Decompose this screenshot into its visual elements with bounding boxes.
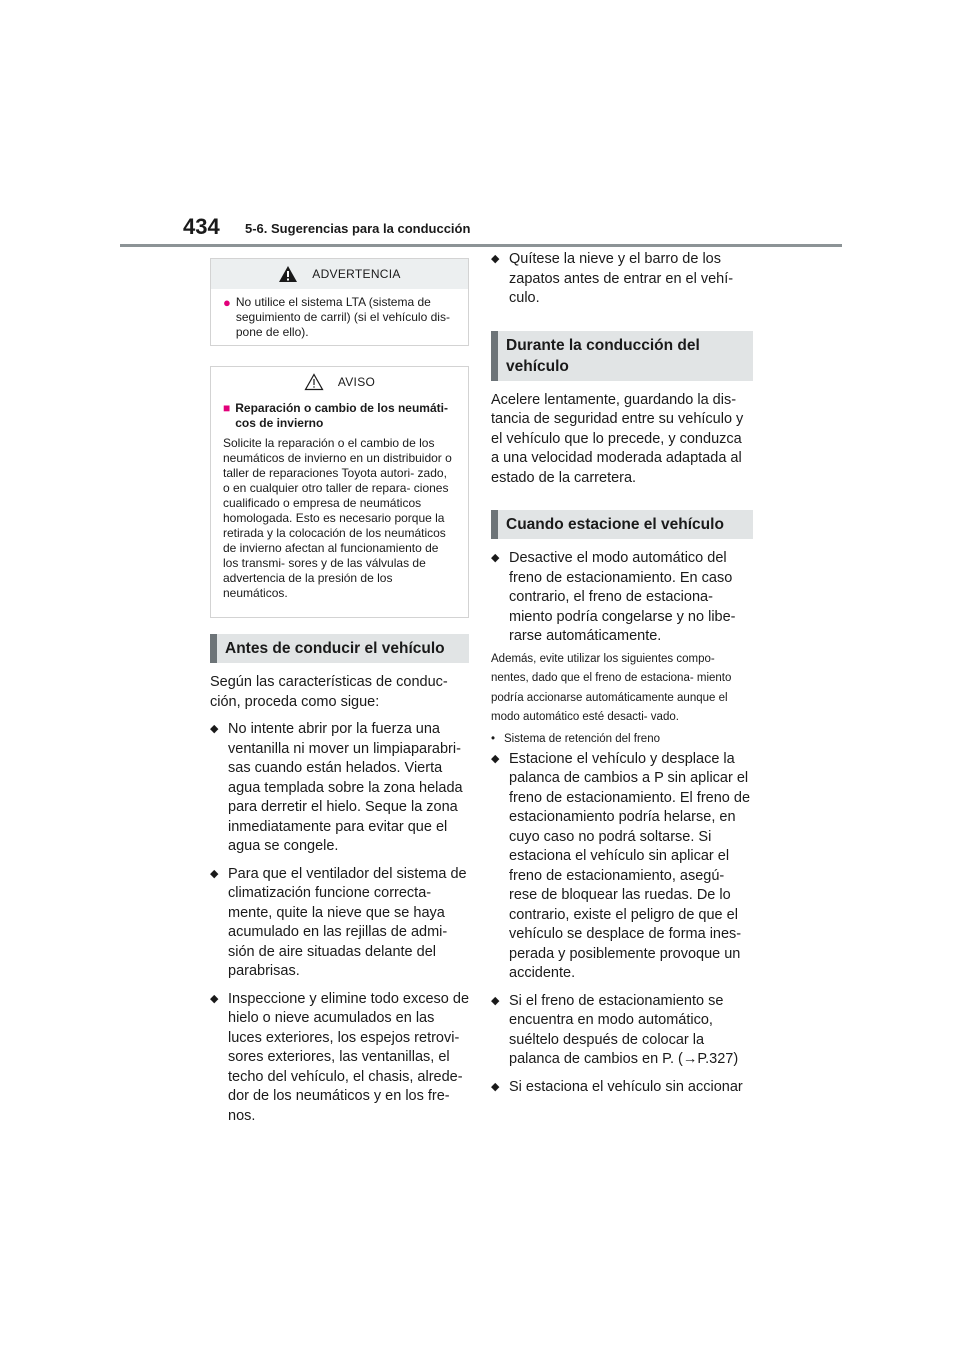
heading-before-driving: Antes de conducir el vehículo: [210, 634, 469, 663]
warning-item-text: No utilice el sistema LTA (sistema de seguimiento de carril) (si el vehículo dis- pone de ello).: [235, 295, 450, 339]
right-column: [491, 250, 753, 1097]
during-driving-text: Acelere lentamente, guardando la dis- tancia de seguridad entre su vehículo y el vehículo que lo precede, y conduzca a una velocidad moderada adaptada al estado de la carretera.: [491, 391, 744, 486]
list-item: [491, 750, 753, 984]
list-item-text: Para que el ventilador del sistema de climatización funcione correcta- mente, quite la nieve que se haya acumulado en las rejillas de admi- sión de aire situadas delante del parabrisas.: [228, 865, 467, 979]
list-item: [491, 1078, 753, 1098]
list-item-text: Desactive el modo automático del freno de estacionamiento. En caso contrario, el freno de estaciona- miento podría congelarse y no libe- rarse automáticamente.: [509, 550, 736, 644]
list-item-text: Si el freno de estacionamiento se encuentra en modo automático, suéltelo después de colocar la palanca de cambios en P. (→P.327): [509, 992, 739, 1067]
list-item: [491, 549, 753, 647]
notice-title: AVISO: [337, 375, 376, 389]
left-column: [210, 258, 469, 1126]
list-item-text: Inspeccione y elimine todo exceso de hielo o nieve acumulados en las luces exteriores, los espejos retrovi- sores exteriores, las ventanillas, el techo del vehículo, el chasis, alrede- dor de los neumáticos y en los fre- nos.: [228, 990, 470, 1124]
before-driving-intro: Según las características de conduc- ción, proceda como sigue:: [210, 674, 448, 710]
diamond-bullet-icon: ◆: [210, 723, 219, 735]
heading-parking: Cuando estacione el vehículo: [491, 510, 753, 539]
list-item: [210, 720, 469, 857]
diamond-bullet-icon: ◆: [491, 994, 500, 1007]
list-item-text: No intente abrir por la fuerza una ventanilla ni mover un limpiaparabri- sas cuando están helados. Vierta agua templada sobre la zona helada para derretir el hielo. Seque la zona inmediatamente para evitar que el agua se congele.: [228, 721, 463, 854]
notice-header: [211, 367, 468, 397]
list-item-text: Si estaciona el vehículo sin accionar: [509, 1078, 743, 1095]
diamond-bullet-icon: ◆: [491, 552, 500, 564]
warning-item: [223, 295, 456, 340]
notice-subheading: [223, 401, 456, 431]
warning-title: ADVERTENCIA: [312, 267, 401, 281]
diamond-bullet-icon: ◆: [491, 752, 500, 765]
heading-during-driving: Durante la conducción del vehículo: [491, 331, 753, 381]
page-number: 434: [183, 214, 220, 239]
diamond-bullet-icon: ◆: [210, 867, 219, 880]
list-item: [210, 865, 469, 982]
notice-box: [210, 366, 469, 618]
list-item: [491, 992, 753, 1070]
diamond-bullet-icon: ◆: [491, 1080, 500, 1093]
warning-header: [211, 259, 468, 289]
diamond-bullet-icon: ◆: [491, 253, 500, 265]
header-rule: [120, 244, 842, 247]
diamond-bullet-icon: ◆: [210, 992, 219, 1005]
list-item-text: Quítese la nieve y el barro de los zapatos antes de entrar en el vehí- culo.: [509, 251, 734, 306]
list-item: [210, 990, 469, 1127]
list-item-text: Estacione el vehículo y desplace la palanca de cambios a P sin aplicar el freno de estacionamiento. El freno de estacionamiento podría helarse, en cuyo caso no podrá soltarse. Si estaciona el vehículo sin aplicar el freno de estacionamiento, asegú- rese de bloquear las ruedas. De lo contrario, existe el peligro de que el vehículo se desplace de forma ines- perada y posiblemente provoque un accidente.: [509, 750, 751, 981]
notice-subheading-text: Reparación o cambio de los neumáti- cos de invierno: [235, 401, 448, 430]
note-item-text: Sistema de retención del freno: [504, 732, 660, 745]
section-title: 5-6. Sugerencias para la conducción: [245, 221, 471, 236]
notice-text: Solicite la reparación o el cambio de los neumáticos de invierno en un distribuidor o taller de reparaciones Toyota autori- zado, o en cualquier otro taller de repara- ciones cualificado o empresa de neumáticos homologada. Esto es necesario porque la retirada y la colocación de los neumáticos de invierno afectan al funcionamiento de los transmi- sores y de las válvulas de advertencia de la presión de los neumáticos.: [223, 436, 452, 600]
warning-box: [210, 258, 469, 346]
parking-note: Además, evite utilizar los siguientes compo- nentes, dado que el freno de estaciona- miento podría accionarse automáticamente aunque el modo automático esté desacti- vado.: [491, 652, 732, 723]
list-item: [491, 250, 753, 309]
note-item: [491, 730, 753, 748]
small-dot-icon: •: [491, 732, 496, 745]
bullet-dot-icon: ●: [223, 295, 231, 310]
warning-triangle-icon: [278, 265, 298, 283]
caution-triangle-icon: [304, 373, 324, 391]
bullet-square-icon: ■: [223, 401, 231, 415]
